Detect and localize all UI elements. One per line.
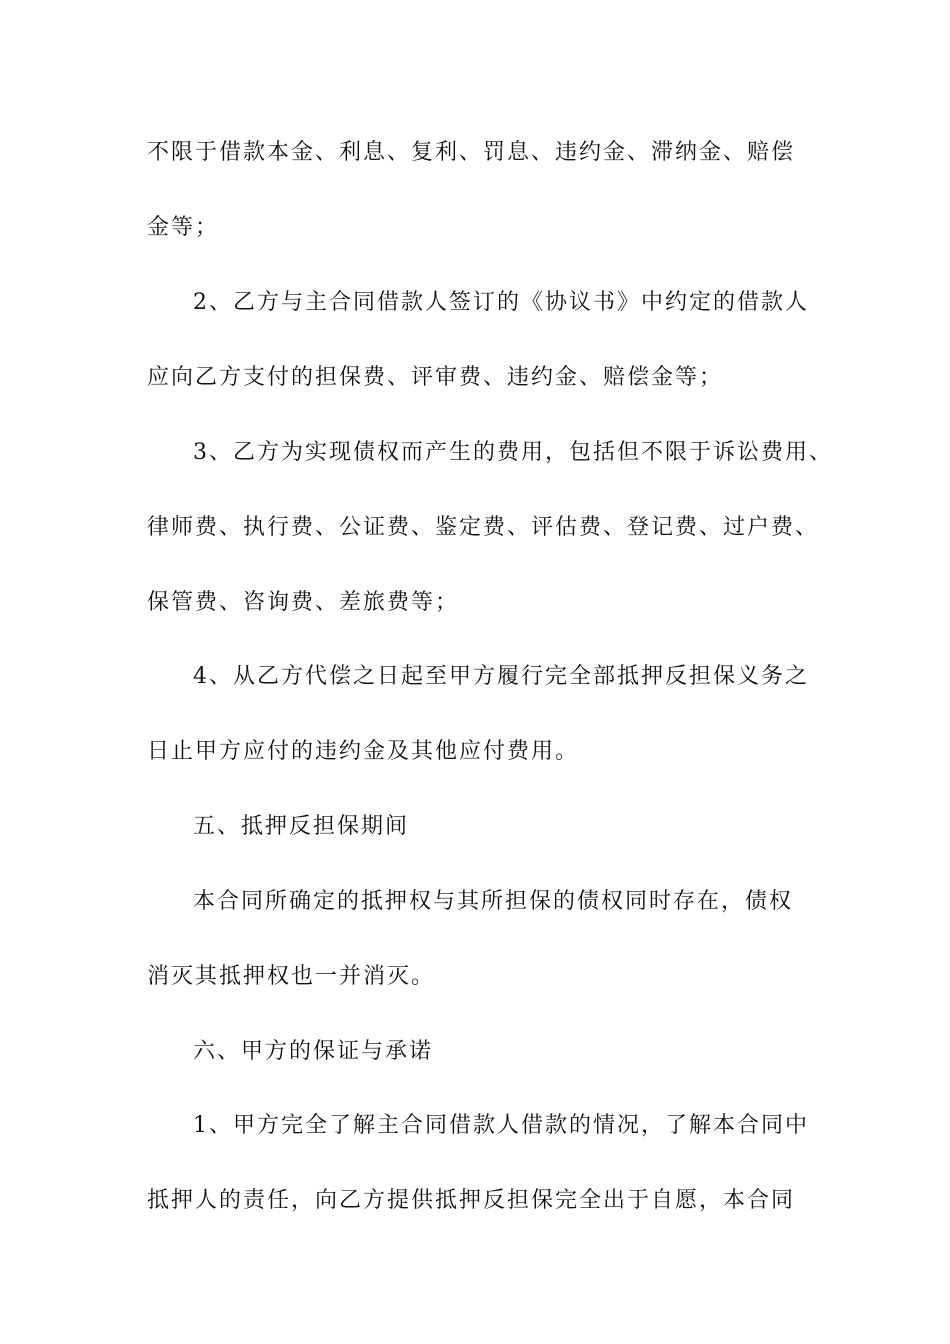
text-line: 日止甲方应付的违约金及其他应付费用。 [147,739,580,764]
text-line: 律师费、执行费、公证费、鉴定费、评估费、登记费、过户费、 [147,515,820,540]
text-line: 不限于借款本金、利息、复利、罚息、违约金、滞纳金、赔偿 [147,140,796,165]
text-line: 抵押人的责任，向乙方提供抵押反担保完全出于自愿，本合同 [147,1188,796,1213]
text-line: 消灭其抵押权也一并消灭。 [147,964,436,989]
text-line: 本合同所确定的抵押权与其所担保的债权同时存在，债权 [193,889,794,914]
text-line: 保管费、咨询费、差旅费等； [147,590,460,615]
text-line: 2、乙方与主合同借款人签订的《协议书》中约定的借款人 [193,290,809,315]
section-heading: 五、抵押反担保期间 [193,814,410,839]
text-line: 4、从乙方代偿之日起至甲方履行完全部抵押反担保义务之 [193,664,809,689]
text-line: 3、乙方为实现债权而产生的费用，包括但不限于诉讼费用、 [193,440,833,465]
section-heading: 六、甲方的保证与承诺 [193,1039,434,1064]
text-line: 金等； [147,215,220,240]
text-line: 应向乙方支付的担保费、评审费、违约金、赔偿金等； [147,365,724,390]
text-line: 1、甲方完全了解主合同借款人借款的情况，了解本合同中 [193,1113,809,1138]
